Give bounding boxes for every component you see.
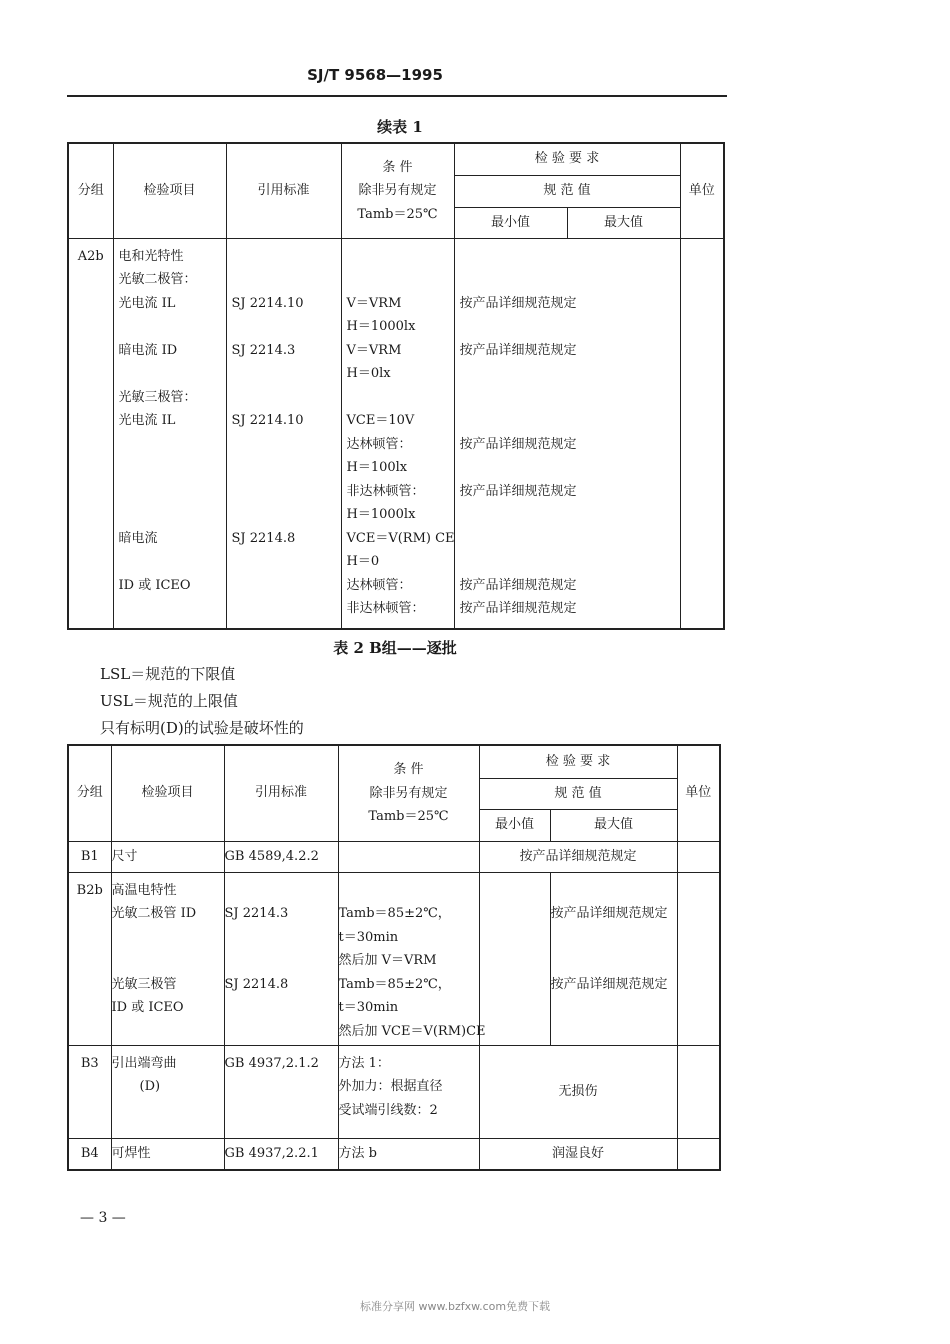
header-rule: [67, 95, 727, 97]
b2b-reference: [225, 926, 338, 950]
t1-item: ID 或 ICEO: [118, 577, 191, 593]
b2b-reference: [225, 949, 338, 973]
t2-header-conditions: [338, 745, 479, 841]
b3-condition: 外加力：根据直径: [338, 1079, 443, 1094]
t1-reference: [232, 315, 341, 339]
b2b-item: ID 或 ICEO: [111, 1000, 184, 1015]
t2-cond-line-1: 条 件: [393, 762, 424, 777]
t1-item: [119, 456, 226, 480]
b2b-min-cell: [479, 872, 550, 1045]
b4-condition: 方法 b: [338, 1138, 479, 1170]
b1-condition: [338, 841, 479, 872]
t1-item: 暗电流 ID: [118, 342, 178, 358]
t2-header-max: 最大值: [550, 809, 677, 841]
t1-reference: [232, 362, 341, 386]
b2b-reference: SJ 2214.3: [224, 906, 289, 921]
b3-group-cell: [68, 1045, 111, 1138]
t1-cond-line-3: Tamb＝25℃: [357, 206, 438, 222]
b2b-max-value: 按产品详细规范规定: [550, 976, 668, 992]
b2b-max-value: 按产品详细规范规定: [550, 906, 668, 921]
b1-group: B1: [68, 841, 111, 872]
t1-reference: [232, 268, 341, 292]
b3-condition: 方法 1：: [338, 1055, 390, 1071]
b2b-condition: Tamb＝85±2℃，: [338, 906, 451, 921]
b2b-item: [112, 926, 224, 950]
t1-item: 光敏二极管：: [118, 272, 197, 287]
t2-header-min: 最小值: [479, 809, 550, 841]
t1-header-min: 最小值: [454, 207, 567, 238]
t1-requirement: [460, 503, 680, 527]
t1-reference: [232, 550, 341, 574]
table1-caption: 续表 1: [377, 118, 423, 136]
t1-item: [119, 550, 226, 574]
t2-header-spec: 规 范 值: [479, 778, 677, 809]
t2-header-group: 分组: [68, 745, 111, 841]
b2b-item: [112, 949, 224, 973]
t1-header-reference: 引用标准: [226, 143, 341, 238]
t1-header-group: 分组: [68, 143, 113, 238]
t1-item: 电和光特性: [118, 248, 184, 264]
t1-requirement: 按产品详细规范规定: [459, 601, 577, 616]
b2b-references-cell: [224, 872, 338, 1045]
t1-condition: 非达林顿管：: [346, 483, 425, 499]
t1-requirements-cell: [454, 238, 680, 629]
t1-item: [119, 597, 226, 621]
t1-condition: 非达林顿管：: [346, 601, 425, 616]
t1-reference: [232, 386, 341, 410]
t1-reference: SJ 2214.10: [231, 413, 304, 428]
b2b-reference: [225, 996, 338, 1020]
t1-requirement: 按产品详细规范规定: [459, 436, 577, 452]
t1-requirement: [460, 315, 680, 339]
t1-reference: [232, 433, 341, 457]
page-number: — 3 —: [80, 1210, 126, 1226]
t1-requirement: 按产品详细规范规定: [459, 342, 577, 358]
t1-requirement: [460, 409, 680, 433]
table-row: [68, 841, 720, 872]
t1-condition: 达林顿管：: [346, 436, 412, 452]
b4-unit: [677, 1138, 720, 1170]
b2b-item: 光敏二极管 ID: [111, 906, 197, 921]
b4-reference: GB 4937,2.2.1: [224, 1138, 338, 1170]
t2-cond-line-3: Tamb＝25℃: [368, 809, 449, 824]
t2-header-requirements: 检 验 要 求: [479, 745, 677, 778]
t2-header-reference: 引用标准: [224, 745, 338, 841]
b3-reference: GB 4937,2.1.2: [224, 1055, 319, 1071]
t1-header-requirements: 检 验 要 求: [454, 143, 680, 175]
t1-group-cell: [68, 238, 113, 629]
b4-requirement: 润湿良好: [479, 1138, 677, 1170]
t1-requirement: 按产品详细规范规定: [459, 577, 577, 593]
t1-condition: V＝VRM: [346, 295, 402, 311]
t1-unit-cell: [680, 238, 724, 629]
t2-cond-line-2: 除非另有规定: [369, 785, 448, 801]
t1-reference: [232, 456, 341, 480]
t2-header-unit: 单位: [677, 745, 720, 841]
t1-conditions-cell: [341, 238, 454, 629]
t1-condition: VCE＝10V: [346, 413, 415, 428]
t1-condition: VCE＝V(RM) CE: [346, 530, 455, 546]
b2b-items-cell: [111, 872, 224, 1045]
t1-condition: 达林顿管：: [346, 577, 412, 593]
t1-header-item: 检验项目: [113, 143, 226, 238]
table2-caption: 表 2 B组——逐批: [333, 639, 457, 657]
b1-reference: GB 4589,4.2.2: [224, 841, 338, 872]
t1-requirement: [460, 550, 680, 574]
t1-condition: [347, 245, 454, 269]
b2b-max-cell: [550, 872, 677, 1045]
b2b-condition: Tamb＝85±2℃，: [338, 976, 451, 992]
t1-cond-line-2: 除非另有规定: [358, 183, 437, 198]
table1: [67, 142, 725, 630]
b2b-unit-cell: [677, 872, 720, 1045]
t1-item: [119, 433, 226, 457]
t1-item: [119, 480, 226, 504]
t1-reference: [232, 503, 341, 527]
t1-item: 光敏三极管：: [118, 389, 197, 405]
b2b-item: [112, 1020, 224, 1044]
table2-note: LSL＝规范的下限值: [100, 665, 236, 683]
b2b-reference: [225, 879, 338, 903]
t1-reference: SJ 2214.8: [231, 530, 296, 546]
b2b-max-value: [551, 996, 677, 1020]
b3-item: 引出端弯曲: [111, 1055, 177, 1071]
t1-condition: H＝0lx: [346, 366, 391, 381]
b2b-max-value: [551, 879, 677, 903]
table2: [67, 744, 721, 1171]
t2-header-item: 检验项目: [111, 745, 224, 841]
t1-condition: H＝0: [346, 554, 380, 569]
b1-unit: [677, 841, 720, 872]
t1-item: 暗电流: [118, 530, 158, 546]
t1-header-max: 最大值: [567, 207, 680, 238]
t1-item: 光电流 IL: [118, 413, 176, 428]
b1-item: 尺寸: [111, 841, 224, 872]
standard-number-header: SJ/T 9568—1995: [307, 66, 443, 84]
b4-group: B4: [68, 1138, 111, 1170]
b2b-condition: t＝30min: [338, 1000, 399, 1015]
t1-condition: [347, 268, 454, 292]
table2-note: USL＝规范的上限值: [100, 692, 238, 710]
b2b-item: 高温电特性: [111, 882, 177, 898]
b3-condition: 受试端引线数：2: [338, 1102, 438, 1118]
b2b-reference: [225, 1020, 338, 1044]
t1-requirement: [460, 456, 680, 480]
t1-item: 光电流 IL: [118, 295, 176, 311]
t1-condition: [347, 386, 454, 410]
t1-reference: [232, 597, 341, 621]
b3-requirement: 无损伤: [479, 1045, 677, 1138]
t1-requirement: [460, 245, 680, 269]
b1-requirement: 按产品详细规范规定: [479, 841, 677, 872]
b2b-condition: [339, 879, 479, 903]
b3-item: (D): [139, 1079, 161, 1094]
b2b-max-value: [551, 926, 677, 950]
b3-group: B3: [80, 1055, 99, 1071]
b2b-max-value: [551, 1020, 677, 1044]
b2b-conditions-cell: [338, 872, 486, 1045]
t1-requirement: [460, 268, 680, 292]
t1-header-conditions: [341, 143, 454, 238]
t1-requirement: [460, 362, 680, 386]
t1-group-code: A2b: [77, 248, 104, 264]
t1-item: [119, 362, 226, 386]
b3-conditions-cell: [338, 1045, 479, 1138]
t1-reference: [232, 480, 341, 504]
t1-reference: [232, 574, 341, 598]
b2b-condition: 然后加 V＝VRM: [338, 953, 437, 968]
b3-reference-cell: [224, 1045, 338, 1138]
b4-item: 可焊性: [111, 1138, 224, 1170]
b2b-item: 光敏三极管: [111, 976, 177, 992]
t1-reference: SJ 2214.3: [231, 342, 296, 358]
t1-reference: SJ 2214.10: [231, 295, 304, 311]
b2b-reference: SJ 2214.8: [224, 976, 289, 992]
t1-requirement: 按产品详细规范规定: [459, 483, 577, 499]
t1-item: [119, 315, 226, 339]
b2b-group-cell: [68, 872, 111, 1045]
table2-note: 只有标明(D)的试验是破坏性的: [100, 719, 304, 737]
t1-reference: [232, 245, 341, 269]
b2b-condition: 然后加 VCE＝V(RM)CE: [338, 1023, 486, 1039]
t1-condition: H＝1000lx: [346, 507, 416, 522]
b2b-group: B2b: [76, 882, 103, 898]
t1-condition: H＝100lx: [346, 460, 408, 475]
t1-items-cell: [113, 238, 226, 629]
b2b-condition: t＝30min: [338, 929, 399, 945]
t1-item: [119, 503, 226, 527]
t1-condition: V＝VRM: [346, 342, 402, 358]
table-row: [68, 1045, 720, 1138]
t1-references-cell: [226, 238, 341, 629]
t1-requirement: 按产品详细规范规定: [459, 295, 577, 311]
t1-header-spec: 规 范 值: [454, 175, 680, 207]
b3-unit: [677, 1045, 720, 1138]
b2b-max-value: [551, 949, 677, 973]
watermark: 标准分享网 www.bzfxw.com免费下载: [360, 1300, 551, 1313]
b3-items-cell: [111, 1045, 224, 1138]
t1-condition: H＝1000lx: [346, 319, 416, 334]
t1-requirement: [460, 527, 680, 551]
t1-requirement: [460, 386, 680, 410]
table-row: [68, 872, 720, 1045]
table-row: [68, 1138, 720, 1170]
t1-cond-line-1: 条 件: [382, 159, 413, 175]
t1-header-unit: 单位: [680, 143, 724, 238]
